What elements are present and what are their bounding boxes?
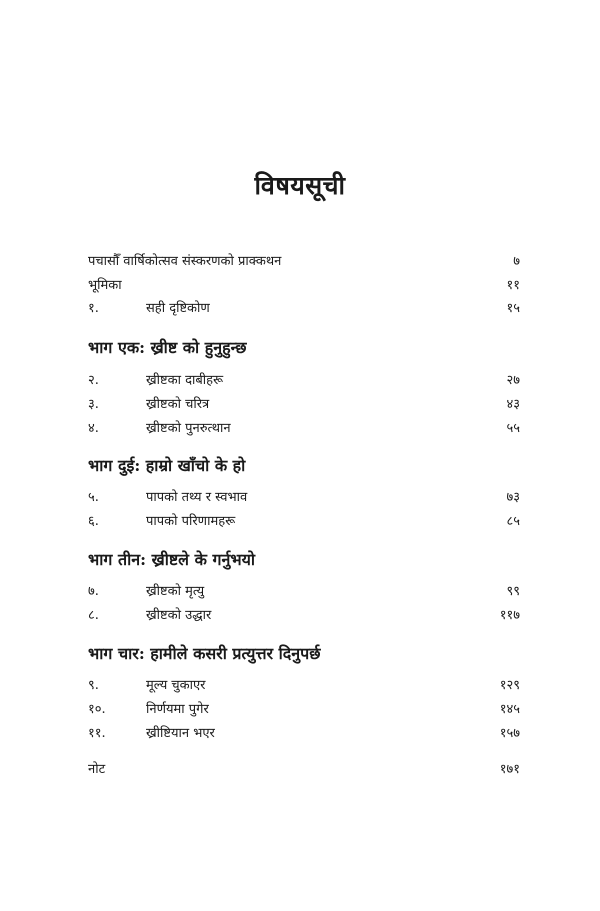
toc-entry-chapter-3 <box>88 394 520 416</box>
entry-page: ९९ <box>506 584 520 599</box>
part-heading-1: भाग एक: ख्रीष्ट को हुनुहुन्छ <box>88 338 247 357</box>
entry-page: ७३ <box>506 490 520 505</box>
entry-page: १५७ <box>499 726 520 741</box>
entry-label: ख्रीष्टको पुनरुत्थान <box>146 421 231 436</box>
entry-label: मूल्य चुकाएर <box>146 678 206 693</box>
entry-page: ७ <box>513 254 520 269</box>
toc-entry-chapter-10 <box>88 699 520 721</box>
entry-number: १. <box>88 301 99 316</box>
toc-entry-chapter-5 <box>88 487 520 509</box>
entry-number: ८. <box>88 608 99 623</box>
entry-number: ३. <box>88 397 99 412</box>
toc-entry-chapter-2 <box>88 370 520 392</box>
entry-page: २७ <box>506 373 520 388</box>
entry-page: ८५ <box>506 514 520 529</box>
part-heading-4: भाग चार: हामीले कसरी प्रत्युत्तर दिनुपर्छ <box>88 644 321 663</box>
part-heading-3: भाग तीन: ख्रीष्टले के गर्नुभयो <box>88 550 256 569</box>
entry-label: ख्रीष्टको चरित्र <box>146 397 210 412</box>
toc-entry-chapter-6 <box>88 511 520 533</box>
entry-label: सही दृष्टिकोण <box>146 301 210 316</box>
entry-number: ७. <box>88 584 99 599</box>
entry-number: ४. <box>88 421 99 436</box>
toc-entry-chapter-8 <box>88 605 520 627</box>
entry-label: पापको परिणामहरू <box>146 514 236 529</box>
entry-label: ख्रीष्टका दाबीहरू <box>146 373 224 388</box>
entry-number: ५. <box>88 490 99 505</box>
toc-entry-chapter-1 <box>88 298 520 320</box>
entry-label: भूमिका <box>88 278 122 293</box>
entry-number: १०. <box>88 702 106 717</box>
entry-page: १५ <box>506 301 520 316</box>
toc-title: विषयसूची <box>254 171 346 200</box>
entry-label: पचासौँ वार्षिकोत्सव संस्करणको प्राक्कथन <box>88 254 282 269</box>
entry-label: पापको तथ्य र स्वभाव <box>146 490 248 505</box>
entry-label: नोट <box>88 762 106 777</box>
toc-entry-chapter-7 <box>88 581 520 603</box>
toc-entry-chapter-11 <box>88 723 520 745</box>
entry-page: १४५ <box>499 702 520 717</box>
entry-page: १७१ <box>499 762 520 777</box>
toc-entry-introduction <box>88 275 520 297</box>
entry-page: ११७ <box>499 608 520 623</box>
entry-number: ६. <box>88 514 99 529</box>
toc-entry-notes <box>88 759 520 781</box>
part-heading-2: भाग दुई: हाम्रो खाँचो के हो <box>88 456 246 475</box>
entry-number: ११. <box>88 726 106 741</box>
entry-label: ख्रीष्टको उद्धार <box>146 608 212 623</box>
entry-page: ४३ <box>506 397 520 412</box>
entry-page: ५५ <box>506 421 520 436</box>
entry-page: ११ <box>506 278 520 293</box>
entry-label: ख्रीष्टको मृत्यु <box>146 584 205 599</box>
entry-label: निर्णयमा पुगेर <box>146 702 209 717</box>
entry-number: २. <box>88 373 99 388</box>
toc-entry-chapter-4 <box>88 418 520 440</box>
toc-entry-chapter-9 <box>88 675 520 697</box>
entry-number: ९. <box>88 678 99 693</box>
entry-label: ख्रीष्टियान भएर <box>146 726 215 741</box>
entry-page: १२९ <box>499 678 520 693</box>
toc-entry-foreword <box>88 251 520 273</box>
